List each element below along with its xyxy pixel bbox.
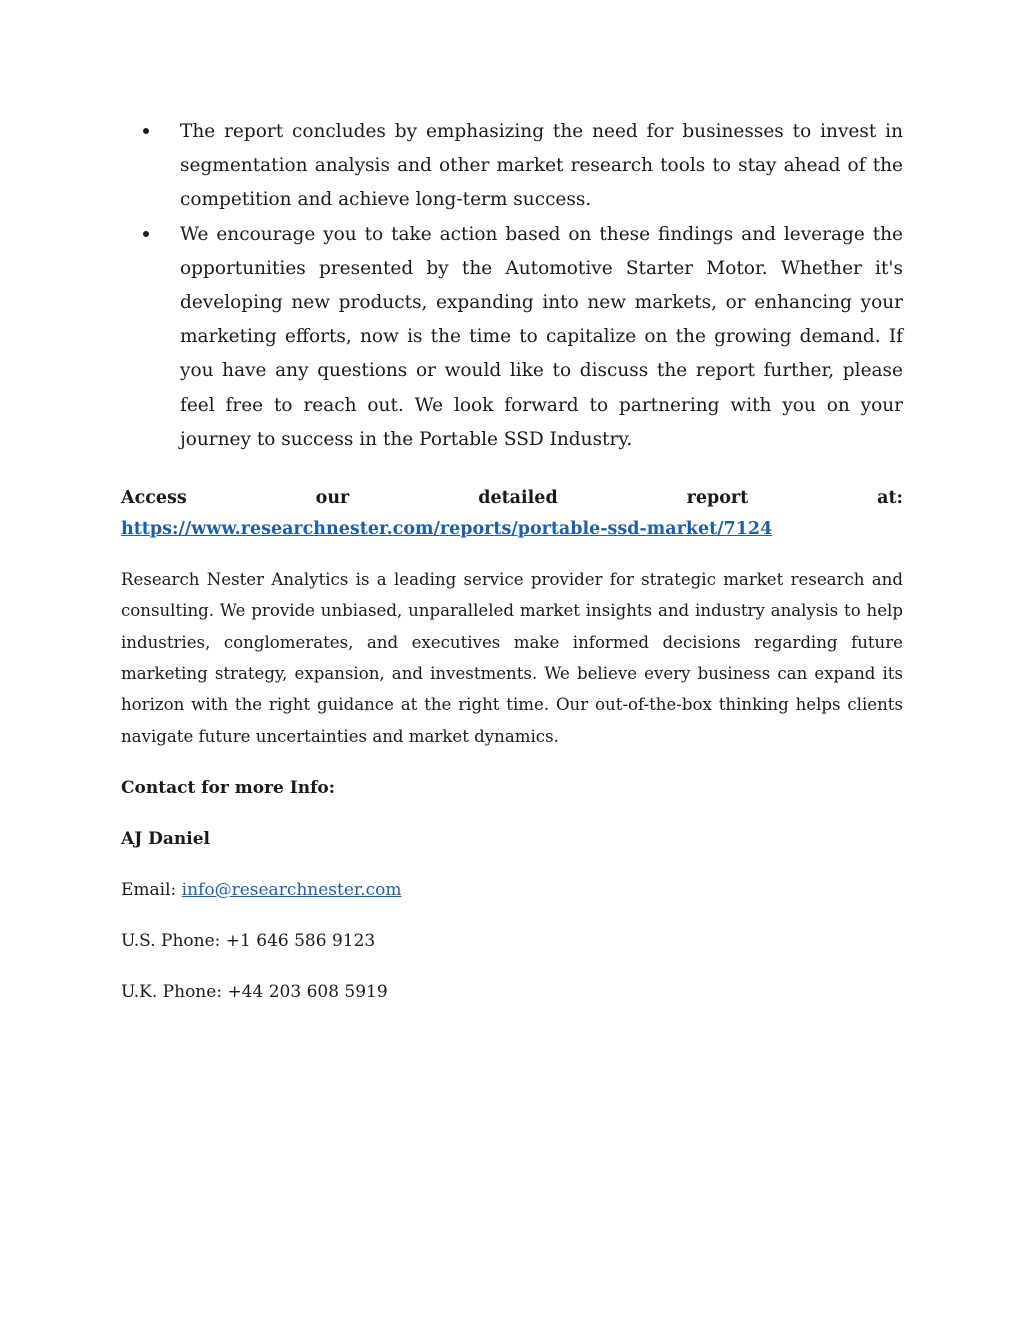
list-item-text: We encourage you to take action based on these findings and leverage the opportunities presented by the Automotive Starter Motor. Whether it's developing new products, expanding into new markets, or enhancing your marketing efforts, now is the time to capitalize on the growing demand. If you have any questions or would like to discuss the report further, please feel free to reach out. We look forward to partnering with you on your journey to success in the Portable SSD Industry. bbox=[180, 223, 903, 450]
contact-name: AJ Daniel bbox=[121, 828, 211, 849]
email-label: Email: bbox=[121, 879, 182, 900]
list-item-text: The report concludes by emphasizing the need for businesses to invest in segmentation analysis and other market research tools to stay ahead of the competition and achieve long-term success. bbox=[180, 121, 903, 211]
us-phone: U.S. Phone: +1 646 586 9123 bbox=[121, 930, 376, 951]
report-link[interactable]: https://www.researchnester.com/reports/portable-ssd-market/7124 bbox=[121, 519, 773, 540]
list-item bbox=[121, 218, 903, 457]
email-link[interactable]: info@researchnester.com bbox=[181, 879, 402, 900]
bullet-icon bbox=[143, 231, 149, 237]
list-item bbox=[121, 115, 903, 218]
report-access-line bbox=[121, 483, 903, 545]
report-access-label: Access our detailed report at: bbox=[121, 488, 903, 509]
company-description: Research Nester Analytics is a leading service provider for strategic market research and consulting. We provide unbiased, unparalleled market insights and industry analysis to help industries, conglomerates, and executives make informed decisions regarding future marketing strategy, expansion, and investments. We believe every business can expand its horizon with the right guidance at the right time. Our out-of-the-box thinking helps clients navigate future uncertainties and market dynamics. bbox=[121, 570, 903, 746]
uk-phone: U.K. Phone: +44 203 608 5919 bbox=[121, 981, 388, 1002]
findings-list bbox=[121, 115, 903, 457]
contact-email-line bbox=[121, 877, 903, 903]
contact-heading: Contact for more Info: bbox=[121, 777, 336, 798]
bullet-icon bbox=[143, 128, 149, 134]
